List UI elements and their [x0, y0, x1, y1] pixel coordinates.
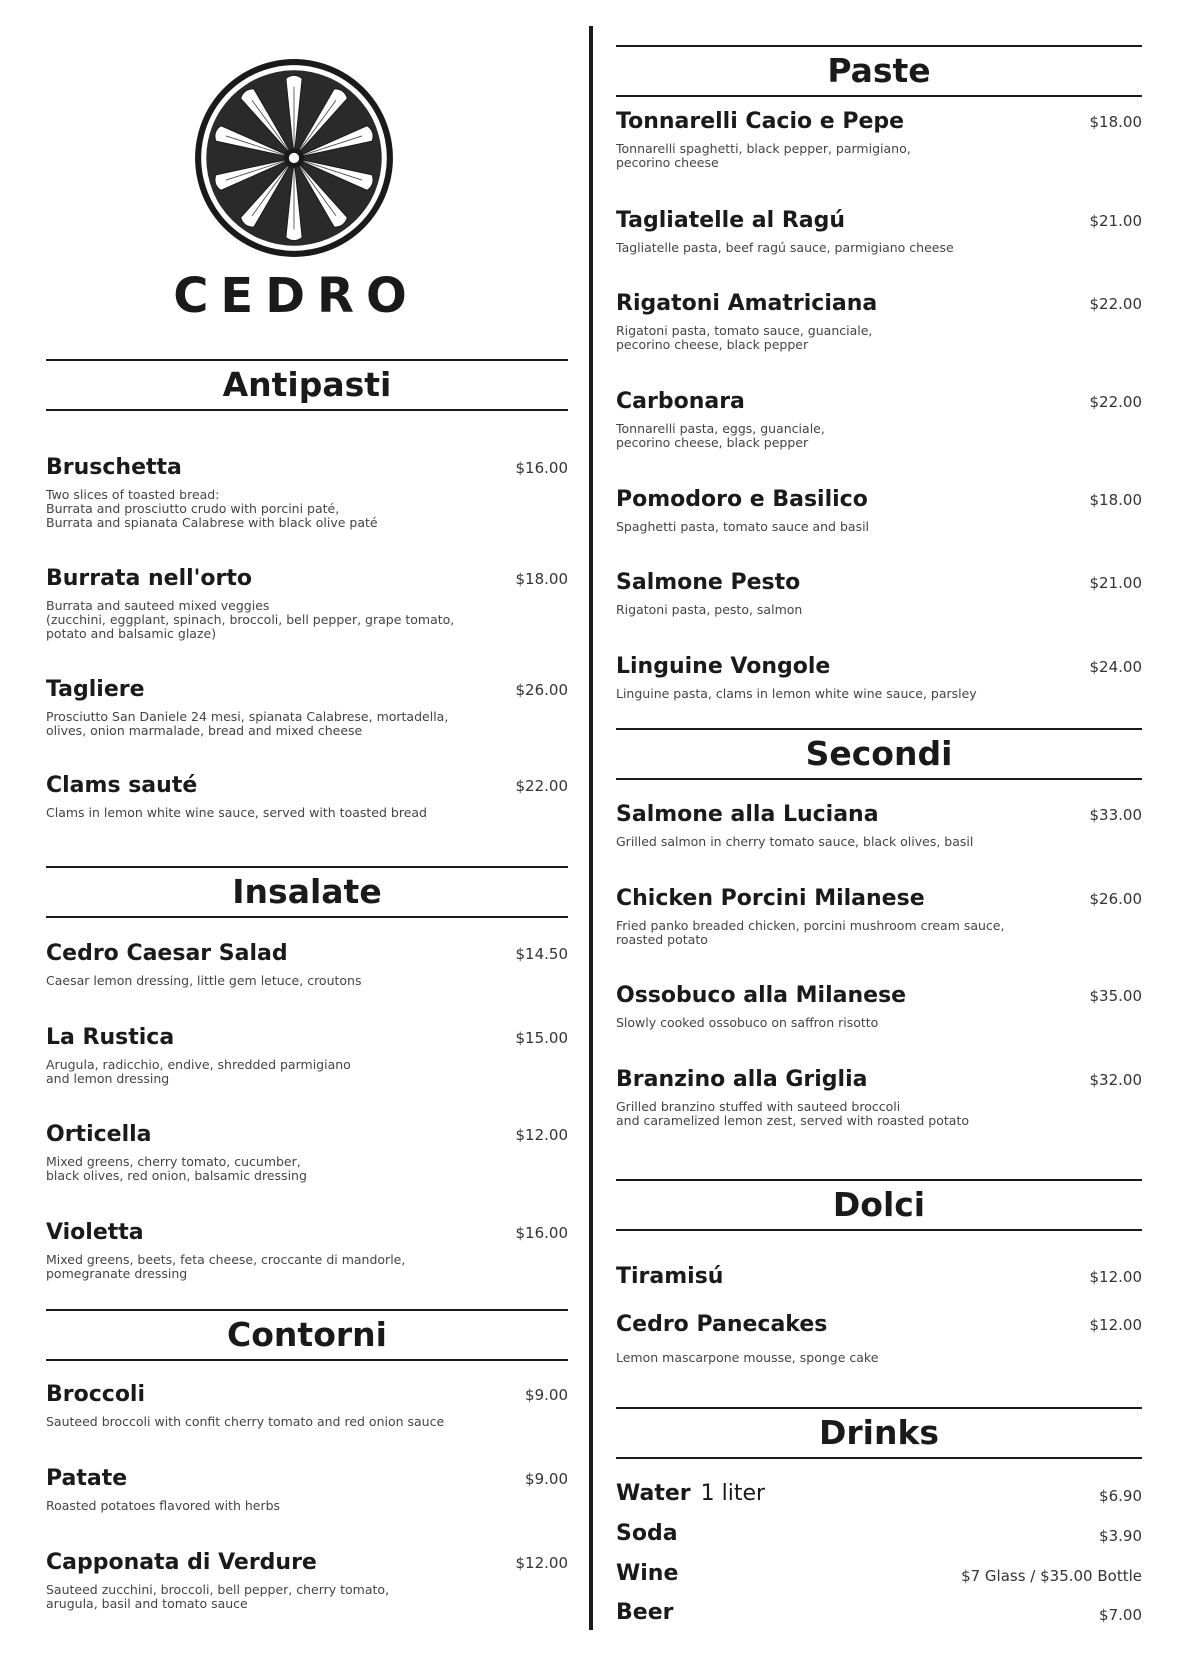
- section-paste: [616, 45, 1142, 97]
- section-insalate: [46, 866, 568, 918]
- section-title: Secondi: [616, 728, 1142, 780]
- menu-item: [616, 290, 1142, 352]
- section-dolci: [616, 1179, 1142, 1231]
- menu-item: [616, 801, 1142, 849]
- item-description: Two slices of toasted bread: Burrata and prosciutto crudo with porcini paté, Burrata and spianata Calabrese with black olive paté: [46, 487, 378, 530]
- item-price: $16.00: [515, 1224, 568, 1242]
- item-description: Grilled branzino stuffed with sauteed broccoli and caramelized lemon zest, served with roasted potato: [616, 1099, 969, 1128]
- item-price: $26.00: [515, 681, 568, 699]
- item-price: $12.00: [515, 1126, 568, 1144]
- menu-item: [616, 207, 1142, 255]
- item-name: Ossobuco alla Milanese: [616, 983, 907, 1008]
- item-description: Tonnarelli spaghetti, black pepper, parmigiano, pecorino cheese: [616, 141, 911, 170]
- item-name: Tagliere: [46, 677, 145, 702]
- item-description: Fried panko breaded chicken, porcini mushroom cream sauce, roasted potato: [616, 918, 1005, 947]
- menu-item: [46, 454, 568, 530]
- item-name: Bruschetta: [46, 455, 182, 480]
- section-secondi: [616, 728, 1142, 780]
- drink-name: Water: [616, 1481, 691, 1506]
- item-price: $22.00: [1089, 295, 1142, 313]
- item-description: Linguine pasta, clams in lemon white wine sauce, parsley: [616, 686, 977, 701]
- item-description: Roasted potatoes flavored with herbs: [46, 1498, 281, 1513]
- item-price: $12.00: [1089, 1268, 1142, 1286]
- drink-name: Beer: [616, 1600, 674, 1625]
- menu-item: [616, 653, 1142, 701]
- lemon-slice-logo-icon: [192, 56, 396, 260]
- item-price: $12.00: [515, 1554, 568, 1572]
- item-price: $14.50: [515, 945, 568, 963]
- menu-item: [616, 486, 1142, 534]
- item-price: $33.00: [1089, 806, 1142, 824]
- item-name: Tiramisú: [616, 1264, 724, 1289]
- menu-item: [616, 1263, 1142, 1291]
- item-name: Rigatoni Amatriciana: [616, 291, 878, 316]
- item-price: $12.00: [1089, 1316, 1142, 1334]
- drink-item: [616, 1518, 1142, 1550]
- item-name: Orticella: [46, 1122, 152, 1147]
- drink-price: $7.00: [1099, 1606, 1142, 1624]
- drink-price: $6.90: [1099, 1487, 1142, 1505]
- drink-name: Wine: [616, 1561, 679, 1586]
- item-price: $15.00: [515, 1029, 568, 1047]
- section-title: Paste: [616, 45, 1142, 97]
- menu-item: [616, 388, 1142, 450]
- menu-item: [46, 1024, 568, 1086]
- menu-item: [616, 982, 1142, 1030]
- menu-item: [616, 569, 1142, 617]
- item-price: $35.00: [1089, 987, 1142, 1005]
- item-price: $18.00: [1089, 491, 1142, 509]
- item-price: $21.00: [1089, 212, 1142, 230]
- item-name: Salmone alla Luciana: [616, 802, 879, 827]
- drink-price: $7 Glass / $35.00 Bottle: [961, 1567, 1142, 1585]
- item-description: Arugula, radicchio, endive, shredded parmigiano and lemon dressing: [46, 1057, 351, 1086]
- menu-item: [46, 1549, 568, 1611]
- item-name: Pomodoro e Basilico: [616, 487, 868, 512]
- item-description: Mixed greens, cherry tomato, cucumber, black olives, red onion, balsamic dressing: [46, 1154, 307, 1183]
- item-name: Salmone Pesto: [616, 570, 801, 595]
- section-contorni: [46, 1309, 568, 1361]
- section-title: Antipasti: [46, 359, 568, 411]
- item-price: $18.00: [1089, 113, 1142, 131]
- item-price: $21.00: [1089, 574, 1142, 592]
- item-name: Carbonara: [616, 389, 745, 414]
- item-name: Branzino alla Griglia: [616, 1067, 868, 1092]
- item-price: $18.00: [515, 570, 568, 588]
- item-description: Clams in lemon white wine sauce, served with toasted bread: [46, 805, 427, 820]
- item-price: $32.00: [1089, 1071, 1142, 1089]
- menu-item: [46, 940, 568, 988]
- item-name: Tagliatelle al Ragú: [616, 208, 846, 233]
- item-description: Sauteed broccoli with confit cherry tomato and red onion sauce: [46, 1414, 445, 1429]
- menu-item: [46, 565, 568, 641]
- item-price: $9.00: [525, 1470, 568, 1488]
- item-description: Grilled salmon in cherry tomato sauce, black olives, basil: [616, 834, 974, 849]
- section-title: Drinks: [616, 1407, 1142, 1459]
- drink-name: Soda: [616, 1521, 678, 1546]
- item-price: $26.00: [1089, 890, 1142, 908]
- item-name: Cedro Panecakes: [616, 1312, 828, 1337]
- item-description: Burrata and sauteed mixed veggies (zucchini, eggplant, spinach, broccoli, bell pepper, grape tomato, potato and balsamic glaze): [46, 598, 455, 641]
- item-name: Chicken Porcini Milanese: [616, 886, 925, 911]
- item-name: Burrata nell'orto: [46, 566, 252, 591]
- item-description: Rigatoni pasta, pesto, salmon: [616, 602, 803, 617]
- item-price: $24.00: [1089, 658, 1142, 676]
- item-name: Violetta: [46, 1220, 144, 1245]
- menu-item: [46, 1465, 568, 1513]
- menu-item: [46, 676, 568, 738]
- drink-item: [616, 1558, 1142, 1590]
- item-name: Cedro Caesar Salad: [46, 941, 288, 966]
- menu-item: [616, 108, 1142, 170]
- item-description: Spaghetti pasta, tomato sauce and basil: [616, 519, 870, 534]
- item-name: Linguine Vongole: [616, 654, 831, 679]
- item-name: Capponata di Verdure: [46, 1550, 317, 1575]
- drink-item: [616, 1478, 1142, 1510]
- menu-item: [46, 772, 568, 820]
- item-description: Sauteed zucchini, broccoli, bell pepper, cherry tomato, arugula, basil and tomato sauce: [46, 1582, 390, 1611]
- item-price: $9.00: [525, 1386, 568, 1404]
- item-description: Caesar lemon dressing, little gem letuce, croutons: [46, 973, 362, 988]
- drink-price: $3.90: [1099, 1527, 1142, 1545]
- item-description: Prosciutto San Daniele 24 mesi, spianata Calabrese, mortadella, olives, onion marmalade, bread and mixed cheese: [46, 709, 449, 738]
- brand-name: CEDRO: [173, 268, 419, 324]
- item-price: $22.00: [1089, 393, 1142, 411]
- section-title: Insalate: [46, 866, 568, 918]
- item-name: Tonnarelli Cacio e Pepe: [616, 109, 905, 134]
- item-description: Slowly cooked ossobuco on saffron risotto: [616, 1015, 879, 1030]
- section-title: Contorni: [46, 1309, 568, 1361]
- item-name: Clams sauté: [46, 773, 198, 798]
- item-name: La Rustica: [46, 1025, 175, 1050]
- drink-item: [616, 1597, 1142, 1629]
- item-name: Broccoli: [46, 1382, 146, 1407]
- section-antipasti: [46, 359, 568, 411]
- item-description: Mixed greens, beets, feta cheese, croccante di mandorle, pomegranate dressing: [46, 1252, 406, 1281]
- drink-note: 1 liter: [700, 1481, 766, 1506]
- menu-item: [616, 1066, 1142, 1128]
- menu-item: [46, 1381, 568, 1429]
- item-description: Lemon mascarpone mousse, sponge cake: [616, 1350, 879, 1365]
- menu-item: [616, 885, 1142, 947]
- item-description: Tagliatelle pasta, beef ragú sauce, parmigiano cheese: [616, 240, 954, 255]
- section-drinks: [616, 1407, 1142, 1459]
- section-title: Dolci: [616, 1179, 1142, 1231]
- item-name: Patate: [46, 1466, 128, 1491]
- menu-item: [46, 1219, 568, 1281]
- item-description: Tonnarelli pasta, eggs, guanciale, pecorino cheese, black pepper: [616, 421, 825, 450]
- menu-item: [46, 1121, 568, 1183]
- item-price: $16.00: [515, 459, 568, 477]
- item-description: Rigatoni pasta, tomato sauce, guanciale, pecorino cheese, black pepper: [616, 323, 873, 352]
- item-price: $22.00: [515, 777, 568, 795]
- column-divider: [589, 26, 593, 1630]
- menu-item: [616, 1311, 1142, 1365]
